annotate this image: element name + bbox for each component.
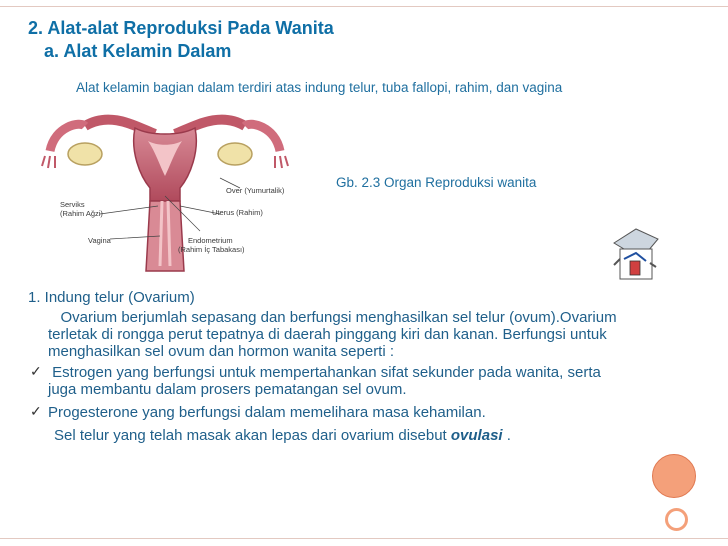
ovulation-line-suffix: .	[502, 427, 511, 444]
paragraph-line: menghasilkan sel ovum dan hormon wanita seperti :	[48, 343, 395, 360]
ovulation-term: ovulasi	[450, 427, 503, 444]
paragraph-line: Ovarium berjumlah sepasang dan berfungsi menghasilkan sel telur (ovum).Ovarium	[48, 309, 617, 326]
heading-2: a. Alat Kelamin Dalam	[44, 41, 232, 61]
left-ovary	[68, 143, 102, 165]
label-ovary: Over (Yumurtalik)	[226, 186, 285, 195]
right-ovary	[218, 143, 252, 165]
ovulation-line-prefix: Sel telur yang telah masak akan lepas dari ovarium disebut	[54, 427, 451, 444]
decorative-circle-small	[665, 508, 688, 531]
clipart-figure-icon	[606, 225, 666, 285]
figure-caption: Gb. 2.3 Organ Reproduksi wanita	[336, 175, 537, 190]
label-uterus: Uterus (Rahim)	[212, 208, 263, 217]
bullet-1-line: Estrogen yang berfungsi untuk mempertahankan sifat sekunder pada wanita, serta	[48, 364, 601, 381]
bullet-1-line: juga membantu dalam prosers pematangan sel ovum.	[48, 381, 407, 398]
label-cervix-2: (Rahim Ağzi)	[60, 209, 103, 218]
label-endometrium-2: (Rahim İç Tabakası)	[178, 245, 245, 254]
intro-text: Alat kelamin bagian dalam terdiri atas indung telur, tuba fallopi, rahim, dan vagina	[76, 80, 563, 95]
label-vagina: Vagina	[88, 236, 111, 245]
bottom-frame-line	[0, 538, 728, 539]
section-title: 1. Indung telur (Ovarium)	[28, 289, 195, 306]
label-endometrium: Endometrium	[188, 236, 233, 245]
checkmark-icon: ✓	[30, 363, 42, 379]
paragraph-line: terletak di rongga perut tepatnya di daerah pinggang kiri dan kanan. Berfungsi untuk	[48, 326, 607, 343]
heading-1: 2. Alat-alat Reproduksi Pada Wanita	[28, 18, 334, 38]
label-cervix: Serviks	[60, 200, 85, 209]
decorative-circle-large	[652, 454, 696, 498]
top-frame-line	[0, 6, 728, 7]
bullet-2: Progesterone yang berfungsi dalam memelihara masa kehamilan.	[48, 404, 486, 421]
ovulation-line	[54, 427, 511, 444]
checkmark-icon: ✓	[30, 403, 42, 419]
